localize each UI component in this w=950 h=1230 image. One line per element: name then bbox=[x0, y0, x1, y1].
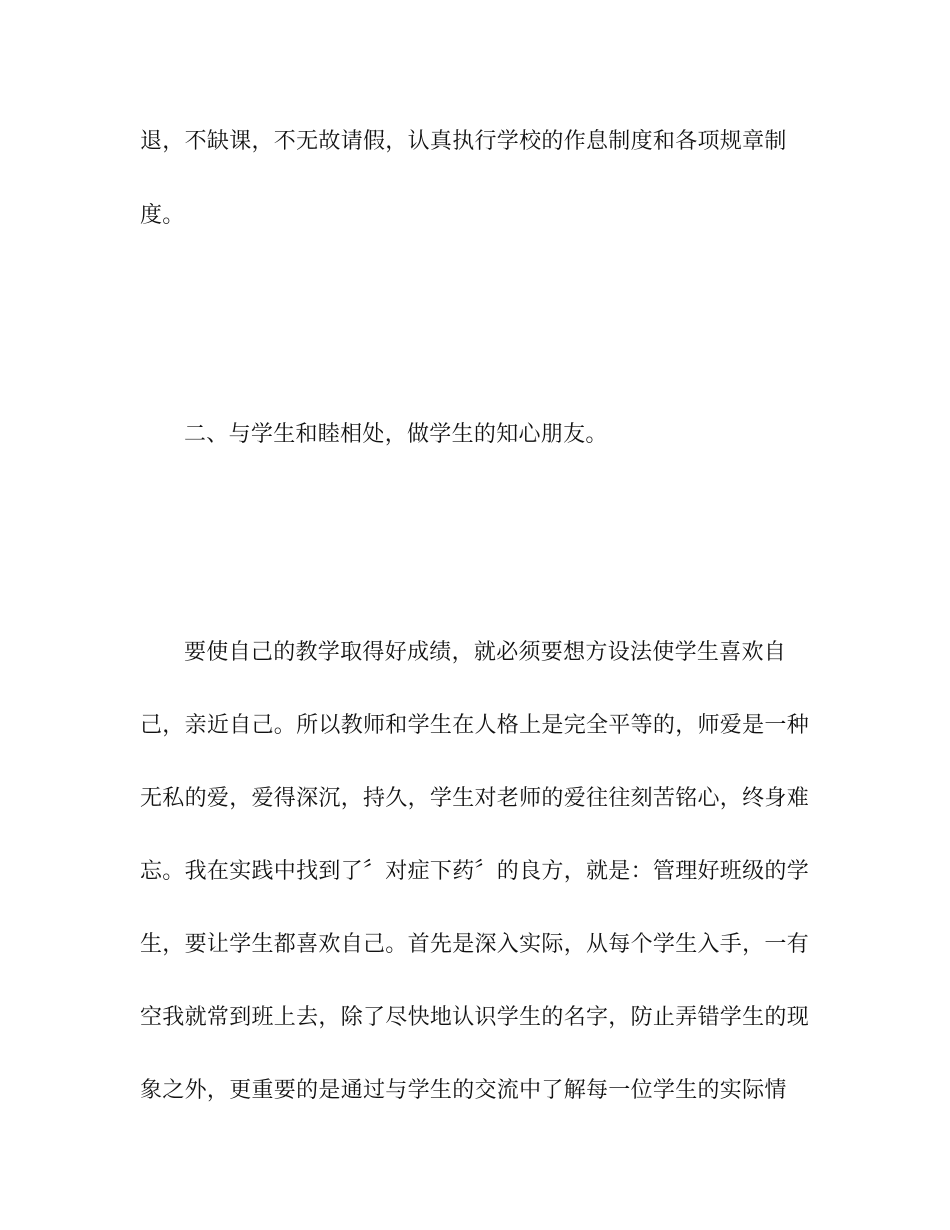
text-line: 要使自己的教学取得好成绩，就必须要想方设法使学生喜欢自 bbox=[184, 640, 787, 665]
text-line: 退，不缺课，不无故请假，认真执行学校的作息制度和各项规章制 bbox=[140, 129, 787, 154]
text-line: 生，要让学生都喜欢自己。首先是深入实际，从每个学生入手，一有 bbox=[140, 932, 810, 957]
text-line: 空我就常到班上去，除了尽快地认识学生的名字，防止弄错学生的现 bbox=[140, 1005, 810, 1030]
text-line: 度。 bbox=[140, 203, 185, 228]
text-line: 己，亲近自己。所以教师和学生在人格上是完全平等的，师爱是一种 bbox=[140, 713, 810, 738]
section-heading: 二、与学生和睦相处，做学生的知心朋友。 bbox=[184, 422, 608, 447]
text-line: 忘。我在实践中找到了〞对症下药〞的良方，就是：管理好班级的学 bbox=[140, 859, 810, 884]
text-line: 象之外，更重要的是通过与学生的交流中了解每一位学生的实际情 bbox=[140, 1078, 787, 1103]
text-line: 无私的爱，爱得深沉，持久，学生对老师的爱往往刻苦铭心，终身难 bbox=[140, 786, 810, 811]
